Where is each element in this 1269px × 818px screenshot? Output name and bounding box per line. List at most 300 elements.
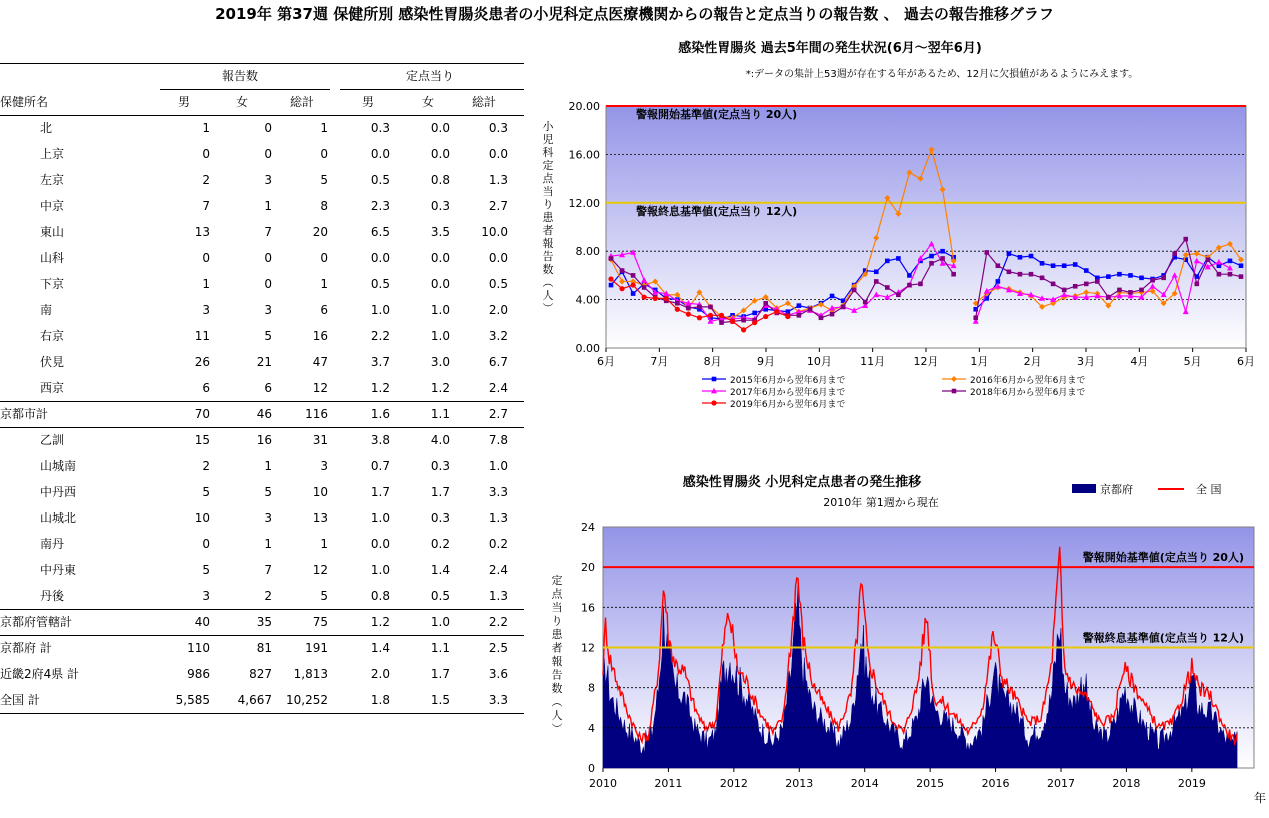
row-value: 3	[320, 459, 328, 473]
row-value: 1.7	[370, 485, 390, 499]
chart1-point	[719, 320, 724, 325]
chart1-point	[863, 300, 868, 305]
chart1-point	[752, 320, 757, 325]
chart1-point	[1117, 288, 1122, 293]
chart1-point	[1239, 263, 1244, 268]
chart1-point	[1007, 269, 1012, 274]
row-value: 40	[194, 615, 210, 629]
chart1-point	[973, 315, 978, 320]
chart1-legend-marker	[951, 376, 957, 382]
column-header-female-per-site: 女	[422, 95, 435, 109]
chart1-point	[1084, 282, 1089, 287]
chart2-x-tick-label: 2010	[589, 777, 617, 790]
chart1-point	[830, 294, 835, 299]
table-row	[0, 141, 524, 167]
row-value: 0	[320, 147, 328, 161]
table-row	[0, 479, 524, 505]
row-value: 70	[194, 407, 210, 421]
report-table	[0, 63, 524, 713]
row-value: 1.1	[430, 641, 450, 655]
chart1-x-tick-label: 11月	[860, 355, 886, 368]
column-header-male: 男	[178, 95, 191, 109]
row-value: 3.3	[488, 693, 508, 707]
chart2-x-tick-label: 2012	[719, 777, 748, 790]
row-value: 3	[202, 303, 210, 317]
row-value: 12	[312, 563, 328, 577]
chart2-x-tick-label: 2016	[981, 777, 1010, 790]
chart1-point	[1228, 259, 1233, 264]
table-row	[0, 193, 524, 219]
chart1-point	[642, 295, 647, 300]
row-value: 81	[256, 641, 272, 655]
chart2-y-tick-label: 4	[588, 721, 595, 735]
row-value: 15	[194, 433, 210, 447]
row-value: 0.5	[370, 173, 390, 187]
row-value: 7	[264, 563, 272, 577]
row-value: 0.2	[488, 537, 508, 551]
chart1-point	[642, 285, 647, 290]
row-value: 0.0	[430, 251, 450, 265]
chart1-x-tick-label: 9月	[757, 355, 775, 368]
column-header-male-per-site: 男	[362, 95, 375, 109]
chart1-point	[1040, 276, 1045, 281]
chart1-point	[1062, 288, 1067, 293]
chart1-point	[609, 256, 614, 261]
chart1-point	[1128, 290, 1133, 295]
table-row	[0, 401, 524, 427]
chart2-y-axis-label-char: 当	[551, 601, 563, 614]
column-header-total: 総計	[290, 95, 315, 109]
chart2-y-axis-label	[552, 574, 564, 736]
row-value: 5	[320, 173, 328, 187]
row-value: 0.7	[370, 459, 390, 473]
row-value: 1	[202, 277, 210, 291]
row-value: 2.2	[488, 615, 508, 629]
row-value: 0	[320, 251, 328, 265]
chart1-y-axis-label-char: 告	[542, 250, 554, 263]
row-value: 1.0	[430, 329, 450, 343]
row-name: 南	[40, 303, 53, 317]
chart1-y-axis-label-char: 点	[542, 172, 554, 185]
row-value: 2.3	[370, 199, 390, 213]
row-value: 0	[264, 147, 272, 161]
chart1-point	[708, 305, 713, 310]
row-value: 2.0	[370, 667, 390, 681]
chart1-point	[1228, 272, 1233, 277]
row-value: 1.0	[370, 303, 390, 317]
chart1-x-tick-label: 8月	[703, 355, 722, 368]
row-value: 12	[312, 381, 328, 395]
row-value: 10	[312, 485, 328, 499]
chart1-y-axis-label-char: 数	[542, 263, 554, 276]
row-value: 1	[320, 537, 328, 551]
chart1-point	[1029, 254, 1034, 259]
row-value: 1,813	[293, 667, 328, 681]
row-value: 3	[202, 589, 210, 603]
row-value: 6	[320, 303, 328, 317]
row-name: 京都府管轄計	[0, 615, 73, 629]
chart1-point	[631, 291, 636, 296]
chart1-title: 感染性胃腸炎 過去5年間の発生状況(6月～翌年6月)	[678, 41, 982, 56]
chart2-y-axis-label-char: 患	[551, 628, 563, 641]
row-value: 5	[264, 329, 272, 343]
row-value: 5	[320, 589, 328, 603]
chart1-y-axis-label-char: 科	[542, 146, 554, 159]
chart1-legend-label: 2016年6月から翌年6月まで	[970, 376, 1086, 386]
chart2-legend-swatch-kyoto	[1072, 484, 1096, 493]
chart1-point	[1206, 257, 1211, 262]
table-rule	[0, 713, 524, 714]
chart1-point	[686, 306, 691, 311]
chart1-point	[885, 285, 890, 290]
chart1-point	[907, 273, 912, 278]
table-row	[0, 167, 524, 193]
chart2-x-tick-label: 2014	[850, 777, 879, 790]
chart1-legend-label: 2015年6月から翌年6月まで	[730, 376, 846, 386]
table-row	[0, 375, 524, 401]
row-name: 京都市計	[0, 407, 49, 421]
row-value: 4,667	[237, 693, 272, 707]
chart2-x-tick-label: 2015	[916, 777, 945, 790]
table-row	[0, 349, 524, 375]
row-value: 1	[264, 459, 272, 473]
chart1-point	[1117, 272, 1122, 277]
chart1-y-ticks	[569, 100, 601, 355]
chart1-legend-marker	[711, 400, 716, 405]
row-value: 0.0	[488, 147, 508, 161]
row-value: 7.8	[488, 433, 508, 447]
row-value: 0.3	[488, 121, 508, 135]
chart1-legend-label: 2017年6月から翌年6月まで	[730, 388, 846, 398]
chart1-point	[1172, 251, 1177, 256]
row-value: 2.2	[370, 329, 390, 343]
row-value: 0.3	[430, 199, 450, 213]
column-header-female: 女	[236, 95, 249, 109]
row-value: 5	[202, 563, 210, 577]
row-value: 0	[202, 251, 210, 265]
table-rule	[0, 635, 524, 636]
row-value: 0.3	[430, 511, 450, 525]
row-value: 5	[264, 485, 272, 499]
chart1-point	[1161, 276, 1166, 281]
chart1-point	[1073, 284, 1078, 289]
chart2-x-tick-label: 2018	[1112, 777, 1141, 790]
row-name: 東山	[40, 225, 65, 239]
row-value: 0.2	[430, 537, 450, 551]
row-value: 1.2	[370, 615, 390, 629]
row-value: 1.0	[488, 459, 508, 473]
row-value: 1	[202, 121, 210, 135]
row-value: 75	[312, 615, 328, 629]
chart1-point	[763, 301, 768, 306]
chart2-y-axis-label-char: 報	[551, 655, 563, 668]
row-value: 0.0	[430, 121, 450, 135]
row-name: 北	[40, 121, 53, 135]
chart1-x-ticks	[597, 348, 1255, 368]
chart1-point	[609, 283, 614, 288]
chart2-x-tick-label: 2011	[654, 777, 683, 790]
chart1-point	[1051, 282, 1056, 287]
row-value: 2	[202, 459, 210, 473]
row-name: 近畿2府4県 計	[0, 667, 80, 681]
chart2-x-tick-label: 2017	[1046, 777, 1075, 790]
chart2-y-axis-label-char: 数	[551, 682, 563, 695]
row-value: 7	[202, 199, 210, 213]
chart1-y-axis-label-char: 当	[542, 185, 554, 198]
row-value: 47	[312, 355, 328, 369]
chart1-point	[929, 261, 934, 266]
chart1-y-tick-label: 20.00	[568, 100, 600, 113]
chart1-y-tick-label: 12.00	[568, 196, 600, 210]
row-name: 中丹西	[40, 485, 77, 499]
chart1-y-axis-label-char: ︶	[542, 302, 554, 315]
row-value: 1	[320, 121, 328, 135]
chart1-point	[797, 313, 802, 318]
row-name: 中京	[40, 199, 65, 213]
row-value: 1.7	[430, 667, 450, 681]
row-name: 京都府 計	[0, 641, 52, 655]
row-value: 1.2	[370, 381, 390, 395]
row-value: 20	[312, 225, 328, 239]
row-value: 13	[312, 511, 328, 525]
row-value: 21	[256, 355, 272, 369]
row-value: 1.3	[488, 511, 508, 525]
table-rule	[0, 427, 524, 428]
row-value: 35	[256, 615, 272, 629]
row-value: 1	[264, 199, 272, 213]
row-value: 6.7	[488, 355, 508, 369]
chart1-point	[1018, 255, 1023, 260]
chart2-y-ticks	[581, 521, 595, 775]
row-value: 1.8	[370, 693, 390, 707]
chart1-point	[1062, 263, 1067, 268]
chart1-point	[1128, 273, 1133, 278]
row-value: 3.2	[488, 329, 508, 343]
chart2-y-tick-label: 12	[581, 641, 595, 655]
chart1-x-tick-label: 3月	[1077, 355, 1095, 368]
table-sub-header	[0, 89, 524, 115]
row-value: 0.0	[488, 251, 508, 265]
row-value: 0	[202, 537, 210, 551]
row-value: 1.4	[430, 563, 450, 577]
row-value: 3.5	[430, 225, 450, 239]
chart1-legend-marker	[952, 389, 957, 394]
chart1-y-tick-label: 4.00	[575, 293, 600, 307]
chart1-point	[675, 301, 680, 306]
chart1-point	[929, 254, 934, 259]
row-value: 16	[312, 329, 328, 343]
row-value: 5,585	[175, 693, 210, 707]
chart1-point	[1095, 279, 1100, 284]
row-value: 2.4	[488, 381, 508, 395]
page-title: 2019年 第37週 保健所別 感染性胃腸炎患者の小児科定点医療機関からの報告と定点当りの報告数 、 過去の報告推移グラフ	[215, 5, 1054, 23]
table-row	[0, 583, 524, 609]
row-value: 0	[264, 251, 272, 265]
chart1-point	[653, 296, 658, 301]
row-value: 0.0	[430, 277, 450, 291]
chart2-x-tick-label: 2019	[1177, 777, 1206, 790]
chart1-y-axis-label-char: 定	[542, 159, 554, 172]
chart1-legend-label: 2018年6月から翌年6月まで	[970, 388, 1086, 398]
row-value: 116	[305, 407, 328, 421]
row-value: 1	[264, 537, 272, 551]
row-value: 2	[264, 589, 272, 603]
chart1-point	[1018, 272, 1023, 277]
chart1-point	[841, 305, 846, 310]
row-value: 1.6	[370, 407, 390, 421]
chart2-subtitle: 2010年 第1週から現在	[823, 496, 939, 509]
group-header-reports: 報告数	[221, 69, 258, 83]
row-name: 西京	[40, 381, 65, 395]
row-value: 2	[202, 173, 210, 187]
chart1-y-tick-label: 8.00	[575, 245, 600, 259]
row-value: 0.3	[370, 121, 390, 135]
chart1-point	[808, 307, 813, 312]
chart1-y-axis-label-char: 報	[542, 237, 554, 250]
row-value: 3	[264, 303, 272, 317]
chart1-point	[1073, 262, 1078, 267]
chart1-point	[896, 256, 901, 261]
row-value: 1.5	[430, 693, 450, 707]
row-value: 1.0	[370, 563, 390, 577]
row-name: 下京	[40, 277, 65, 291]
row-value: 1.4	[370, 641, 390, 655]
table-row	[0, 219, 524, 245]
row-value: 0.5	[430, 589, 450, 603]
chart1-point	[940, 249, 945, 254]
row-value: 1.7	[430, 485, 450, 499]
chart1-point	[752, 311, 757, 316]
table-row	[0, 115, 524, 141]
chart2-legend-label-national: 全 国	[1196, 483, 1222, 496]
chart1-point	[741, 318, 746, 323]
table-body	[0, 115, 524, 713]
chart1-point	[996, 263, 1001, 268]
chart1-point	[741, 327, 746, 332]
chart2-y-axis-label-char: ︶	[551, 722, 563, 736]
chart1-x-tick-label: 10月	[806, 355, 832, 368]
chart1-point	[1106, 295, 1111, 300]
chart1-x-tick-label: 12月	[913, 355, 939, 368]
row-value: 827	[249, 667, 272, 681]
chart1-point	[620, 268, 625, 273]
row-value: 11	[194, 329, 210, 343]
chart1-legend	[702, 374, 1085, 410]
table-rule	[0, 609, 524, 610]
chart1-point	[697, 305, 702, 310]
chart1-point	[1139, 288, 1144, 293]
chart1-x-tick-label: 5月	[1183, 355, 1202, 368]
chart1-point	[918, 282, 923, 287]
table-row	[0, 323, 524, 349]
row-value: 0	[264, 277, 272, 291]
row-value: 986	[187, 667, 210, 681]
chart1-point	[608, 276, 613, 281]
chart1-y-axis-label-char: 患	[542, 211, 554, 224]
row-value: 0.5	[488, 277, 508, 291]
row-value: 4.0	[430, 433, 450, 447]
chart1-point	[785, 314, 790, 319]
chart1-y-axis-label-char: 小	[542, 120, 554, 133]
five-year-chart	[530, 36, 1266, 416]
row-value: 31	[312, 433, 328, 447]
row-value: 1.0	[430, 615, 450, 629]
chart1-point	[763, 314, 768, 319]
chart2-y-tick-label: 16	[581, 601, 595, 615]
row-value: 16	[256, 433, 272, 447]
chart1-x-tick-label: 1月	[970, 355, 989, 368]
chart2-reference-label: 警報開始基準値(定点当り 20人)	[1082, 551, 1244, 565]
table-row	[0, 531, 524, 557]
chart2-y-axis-label-char: 点	[551, 587, 563, 601]
chart1-y-axis-label-char: 児	[542, 133, 554, 146]
row-value: 26	[194, 355, 210, 369]
table-row	[0, 505, 524, 531]
column-header-name: 保健所名	[0, 95, 49, 109]
row-value: 46	[256, 407, 272, 421]
chart1-point	[1194, 282, 1199, 287]
column-header-total-per-site: 総計	[472, 95, 497, 109]
table-row	[0, 609, 524, 635]
chart1-legend-marker	[712, 377, 717, 382]
table-row	[0, 557, 524, 583]
chart1-point	[852, 288, 857, 293]
chart1-point	[631, 273, 636, 278]
table-group-header	[0, 63, 524, 89]
row-value: 1.2	[430, 381, 450, 395]
row-name: 南丹	[40, 537, 65, 551]
row-value: 1.3	[488, 173, 508, 187]
chart1-point	[1150, 278, 1155, 283]
chart1-point	[631, 282, 636, 287]
row-value: 6.5	[370, 225, 390, 239]
chart1-x-tick-label: 6月	[597, 355, 615, 368]
table-row	[0, 245, 524, 271]
chart2-y-tick-label: 0	[588, 762, 595, 775]
chart1-note: *:データの集計上53週が存在する年があるため、12月に欠損値があるようにみえます。	[745, 69, 1139, 80]
chart1-point	[797, 303, 802, 308]
chart1-point	[951, 272, 956, 277]
row-value: 0.0	[370, 537, 390, 551]
row-value: 0	[264, 121, 272, 135]
chart1-point	[675, 307, 680, 312]
chart1-x-tick-label: 2月	[1023, 355, 1042, 368]
chart1-point	[1007, 251, 1012, 256]
row-value: 191	[305, 641, 328, 655]
chart1-x-tick-label: 7月	[650, 355, 669, 368]
chart1-point	[686, 312, 691, 317]
chart1-point	[1029, 272, 1034, 277]
row-value: 10.0	[481, 225, 508, 239]
chart1-y-axis-label-char: り	[542, 198, 554, 211]
chart1-legend-label: 2019年6月から翌年6月まで	[730, 400, 846, 410]
row-value: 8	[320, 199, 328, 213]
chart1-reference-label: 警報開始基準値(定点当り 20人)	[636, 108, 798, 121]
chart1-point	[996, 279, 1001, 284]
row-value: 6	[202, 381, 210, 395]
row-value: 1	[320, 277, 328, 291]
chart2-y-axis-label-char: 者	[551, 641, 563, 655]
chart2-y-tick-label: 20	[581, 561, 595, 575]
row-value: 3	[264, 173, 272, 187]
row-value: 3	[264, 511, 272, 525]
chart1-point	[708, 313, 713, 318]
chart1-y-axis-label-char: 者	[542, 224, 554, 237]
chart2-x-tick-label: 2013	[785, 777, 814, 790]
table-row	[0, 661, 524, 687]
chart1-y-tick-label: 16.00	[568, 148, 600, 162]
row-name: 山城北	[40, 511, 77, 525]
